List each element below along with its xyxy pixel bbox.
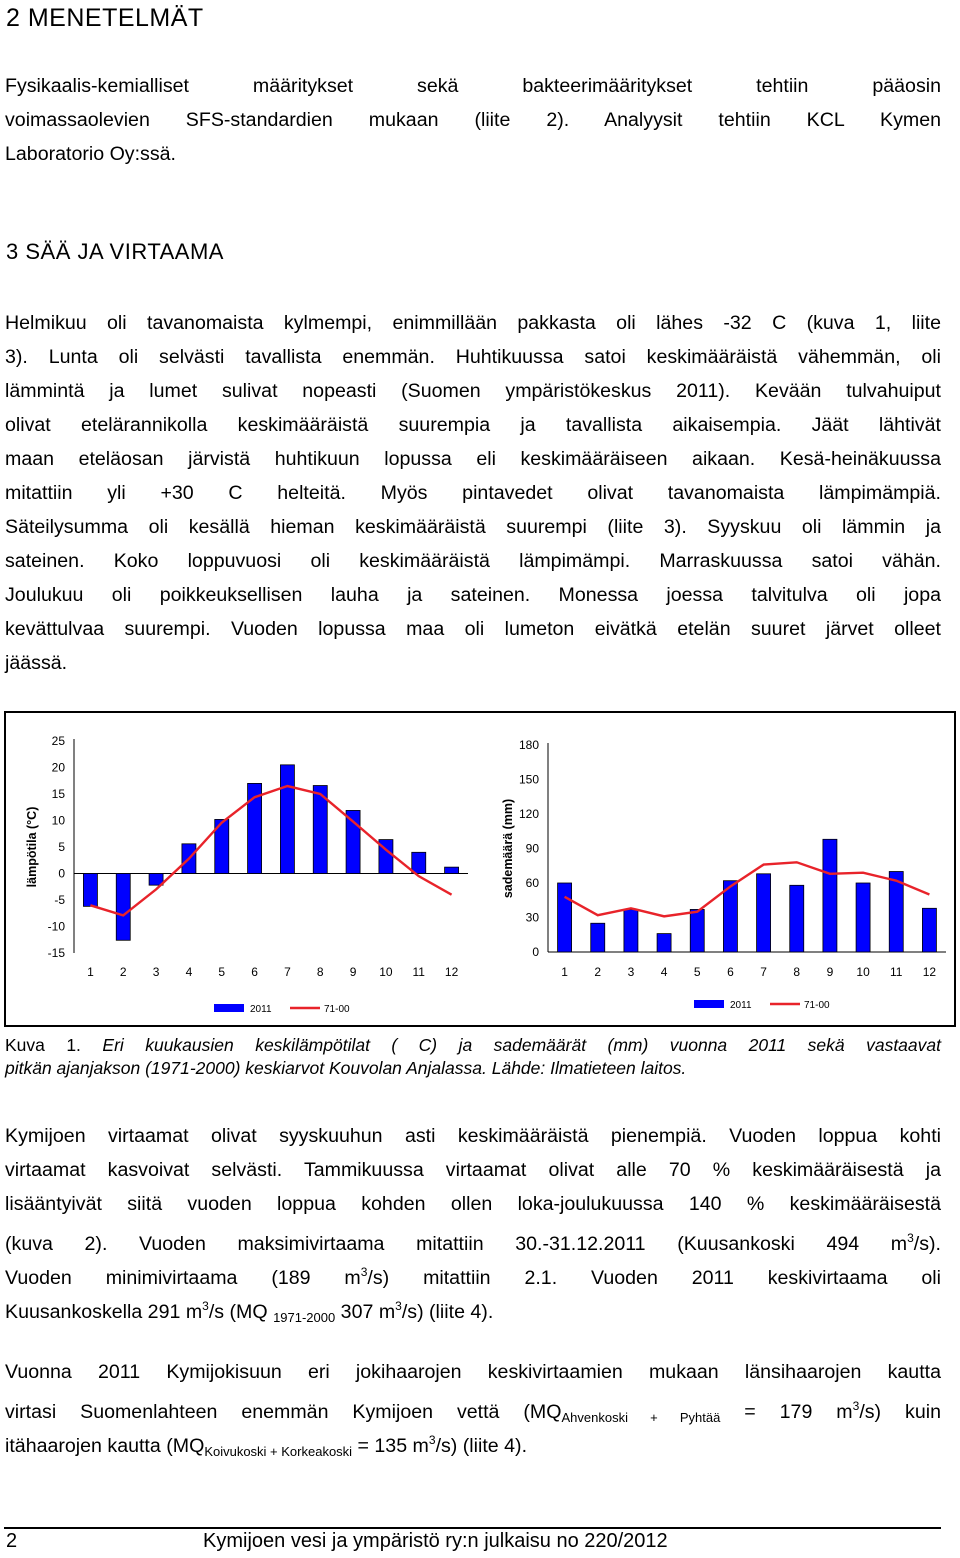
text-line: olivat etelärannikolla keskimääräistä suurempia ja tavallista aikaisempia. Jäät lähtivät bbox=[5, 414, 941, 436]
x-tick-label: 3 bbox=[152, 965, 160, 979]
x-tick-label: 2 bbox=[119, 965, 127, 979]
legend-label-71-00: 71-00 bbox=[804, 1000, 830, 1011]
text-line: jäässä. bbox=[5, 652, 68, 674]
legend-swatch-2011 bbox=[694, 1000, 724, 1008]
temperature-chart bbox=[6, 713, 472, 1025]
text-line: Kuusankoskella 291 $m^3/s$ (MQ $_{1971-2000}$ 307 $m^3/s$) (liite 4). bbox=[5, 1299, 494, 1325]
x-tick-label: 7 bbox=[284, 965, 291, 979]
figure-caption bbox=[5, 1034, 941, 1080]
x-tick-label: 11 bbox=[412, 965, 425, 979]
x-tick-label: 10 bbox=[379, 965, 393, 979]
text-line: virtasi Suomenlahteen enemmän Kymijoen vettä ($MQ_{Ahvenkoski + Pyhtää} = 179$ $m^3/s$) kuin bbox=[5, 1399, 941, 1425]
bar-2011 bbox=[757, 874, 771, 952]
y-tick-label: 0 bbox=[532, 945, 539, 959]
x-tick-label: 4 bbox=[660, 965, 668, 979]
text-line: itähaarojen kautta ($MQ_{Koivukoski + Korkeakoski} = 135$ $m^3/s$) (liite 4). bbox=[5, 1433, 528, 1459]
bar-2011 bbox=[690, 909, 704, 952]
x-tick-label: 9 bbox=[349, 965, 357, 979]
x-tick-label: 4 bbox=[185, 965, 193, 979]
bar-2011 bbox=[116, 874, 130, 941]
footer-rule bbox=[4, 1527, 941, 1529]
x-tick-label: 2 bbox=[594, 965, 602, 979]
y-tick-label: 90 bbox=[525, 841, 539, 856]
text-line: maan eteläosan järvistä huhtikuun lopussa eli keskimääräiseen aikaan. Kesä-heinäkuussa bbox=[5, 448, 941, 470]
x-tick-label: 6 bbox=[727, 965, 734, 979]
legend-label-71-00: 71-00 bbox=[324, 1004, 350, 1015]
bar-2011 bbox=[558, 883, 572, 952]
y-tick-label: 10 bbox=[51, 813, 65, 828]
text-line: voimassaolevien SFS-standardien mukaan (liite 2). Analyysit tehtiin KCL Kymen bbox=[5, 109, 941, 131]
x-tick-label: 3 bbox=[627, 965, 635, 979]
text-line: sateinen. Koko loppuvuosi oli keskimääräistä lämpimämpi. Marraskuussa satoi vähän. bbox=[5, 550, 941, 572]
line-71-00 bbox=[565, 862, 930, 916]
text-line: kevättulvaa suurempi. Vuoden lopussa maa oli lumeton eivätkä etelän suuret järvet olleet bbox=[5, 618, 941, 640]
caption-text: Eri kuukausien keskilämpötilat ( C) ja sademäärät (mm) vuonna 2011 sekä vastaavat bbox=[102, 1035, 941, 1055]
x-tick-label: 12 bbox=[922, 965, 937, 979]
x-tick-label: 5 bbox=[693, 965, 701, 979]
text-line: Vuoden minimivirtaama (189 $m^3/s$) mitattiin 2.1. Vuoden 2011 keskivirtaama oli bbox=[5, 1265, 941, 1289]
legend-swatch-2011 bbox=[214, 1004, 244, 1012]
bar-2011 bbox=[280, 765, 294, 874]
x-tick-label: 11 bbox=[890, 965, 903, 979]
text-line: mitattiin yli +30 C helteitä. Myös pintavedet olivat tavanomaista lämpimämpiä. bbox=[5, 482, 941, 504]
caption-text: pitkän ajanjakson (1971-2000) keskiarvot Kouvolan Anjalassa. Lähde: Ilmatieteen laitos. bbox=[5, 1058, 687, 1078]
y-tick-label: 60 bbox=[525, 876, 539, 890]
y-tick-label: 0 bbox=[58, 866, 65, 881]
text-line: lämmintä ja lumet sulivat nopeasti (Suomen ympäristökeskus 2011). Kevään tulvahuiput bbox=[5, 380, 941, 402]
section-heading-menetelmat: 2 MENETELMÄT bbox=[6, 4, 204, 32]
text-line: Laboratorio Oy:ssä. bbox=[5, 143, 176, 165]
y-axis-title: lämpötila (°C) bbox=[25, 806, 39, 888]
text-line: Vuonna 2011 Kymijokisuun eri jokihaarojen keskivirtaamien mukaan länsihaarojen kautta bbox=[5, 1361, 941, 1383]
paragraph-methods bbox=[5, 69, 941, 171]
y-tick-label: 180 bbox=[518, 738, 539, 752]
x-tick-label: 8 bbox=[316, 965, 324, 979]
text-line: Säteilysumma oli kesällä hieman keskimääräistä suurempi (liite 3). Syyskuu oli lämmin ja bbox=[5, 516, 941, 538]
x-tick-label: 8 bbox=[793, 965, 801, 979]
text-line: 3). Lunta oli selvästi tavallista enemmän. Huhtikuussa satoi keskimääräistä vähemmän, oli bbox=[5, 346, 941, 368]
x-tick-label: 1 bbox=[561, 965, 568, 979]
x-tick-label: 12 bbox=[444, 965, 459, 979]
x-tick-label: 10 bbox=[856, 965, 870, 979]
y-tick-label: 20 bbox=[51, 760, 65, 775]
legend-label-2011: 2011 bbox=[250, 1004, 272, 1015]
section-heading-saa-ja-virtaama: 3 SÄÄ JA VIRTAAMA bbox=[6, 239, 224, 264]
x-tick-label: 5 bbox=[218, 965, 226, 979]
y-tick-label: 5 bbox=[58, 840, 65, 854]
bar-2011 bbox=[856, 883, 870, 952]
bar-2011 bbox=[346, 810, 360, 873]
x-tick-label: 6 bbox=[251, 965, 258, 979]
y-tick-label: -15 bbox=[47, 946, 65, 960]
y-tick-label: -10 bbox=[47, 919, 65, 934]
paragraph-branches bbox=[5, 1355, 941, 1457]
bar-2011 bbox=[823, 839, 837, 952]
y-tick-label: 150 bbox=[518, 772, 539, 787]
bar-2011 bbox=[445, 867, 459, 873]
text-line: Kymijoen virtaamat olivat syyskuuhun asti keskimääräistä pienempiä. Vuoden loppua kohti bbox=[5, 1125, 941, 1147]
y-axis-title: sademäärä (mm) bbox=[501, 798, 515, 899]
legend-label-2011: 2011 bbox=[730, 1000, 752, 1011]
caption-label: Kuva 1. bbox=[5, 1035, 81, 1055]
x-tick-label: 1 bbox=[87, 965, 94, 979]
text-line: Joulukuu oli poikkeuksellisen lauha ja sateinen. Monessa joessa talvitulva oli jopa bbox=[5, 584, 941, 606]
bar-2011 bbox=[657, 934, 671, 952]
bar-2011 bbox=[922, 908, 936, 952]
bar-2011 bbox=[790, 885, 804, 952]
bar-2011 bbox=[412, 852, 426, 873]
figure-box bbox=[4, 711, 956, 1027]
text-line: lisääntyivät siitä vuoden loppua kohden ollen loka-joulukuussa 140 % keskimääräisestä bbox=[5, 1193, 941, 1215]
y-tick-label: -5 bbox=[54, 893, 65, 907]
bar-2011 bbox=[624, 909, 638, 952]
text-line: Fysikaalis-kemialliset määritykset sekä bakteerimääritykset tehtiin pääosin bbox=[5, 75, 941, 97]
y-tick-label: 30 bbox=[525, 910, 539, 925]
page-number: 2 bbox=[6, 1530, 18, 1552]
bar-2011 bbox=[83, 874, 97, 907]
y-tick-label: 120 bbox=[518, 807, 539, 821]
text-line: virtaamat kasvoivat selvästi. Tammikuussa virtaamat olivat alle 70 % keskimääräisestä ja bbox=[5, 1159, 941, 1181]
precipitation-chart bbox=[474, 713, 954, 1025]
bar-2011 bbox=[591, 923, 605, 952]
text-line: (kuva 2). Vuoden maksimivirtaama mitattiin 30.-31.12.2011 (Kuusankoski 494 $m^3/s$). bbox=[5, 1231, 941, 1255]
x-tick-label: 9 bbox=[826, 965, 834, 979]
text-line: Helmikuu oli tavanomaista kylmempi, enimmillään pakkasta oli lähes -32 C (kuva 1, liite bbox=[5, 312, 941, 334]
x-tick-label: 7 bbox=[760, 965, 767, 979]
paragraph-flow bbox=[5, 1119, 941, 1323]
y-tick-label: 15 bbox=[51, 787, 65, 801]
line-71-00 bbox=[90, 786, 451, 915]
footer-publication: Kymijoen vesi ja ympäristö ry:n julkaisu no 220/2012 bbox=[203, 1530, 668, 1552]
paragraph-weather bbox=[5, 306, 941, 680]
y-tick-label: 25 bbox=[51, 734, 65, 748]
